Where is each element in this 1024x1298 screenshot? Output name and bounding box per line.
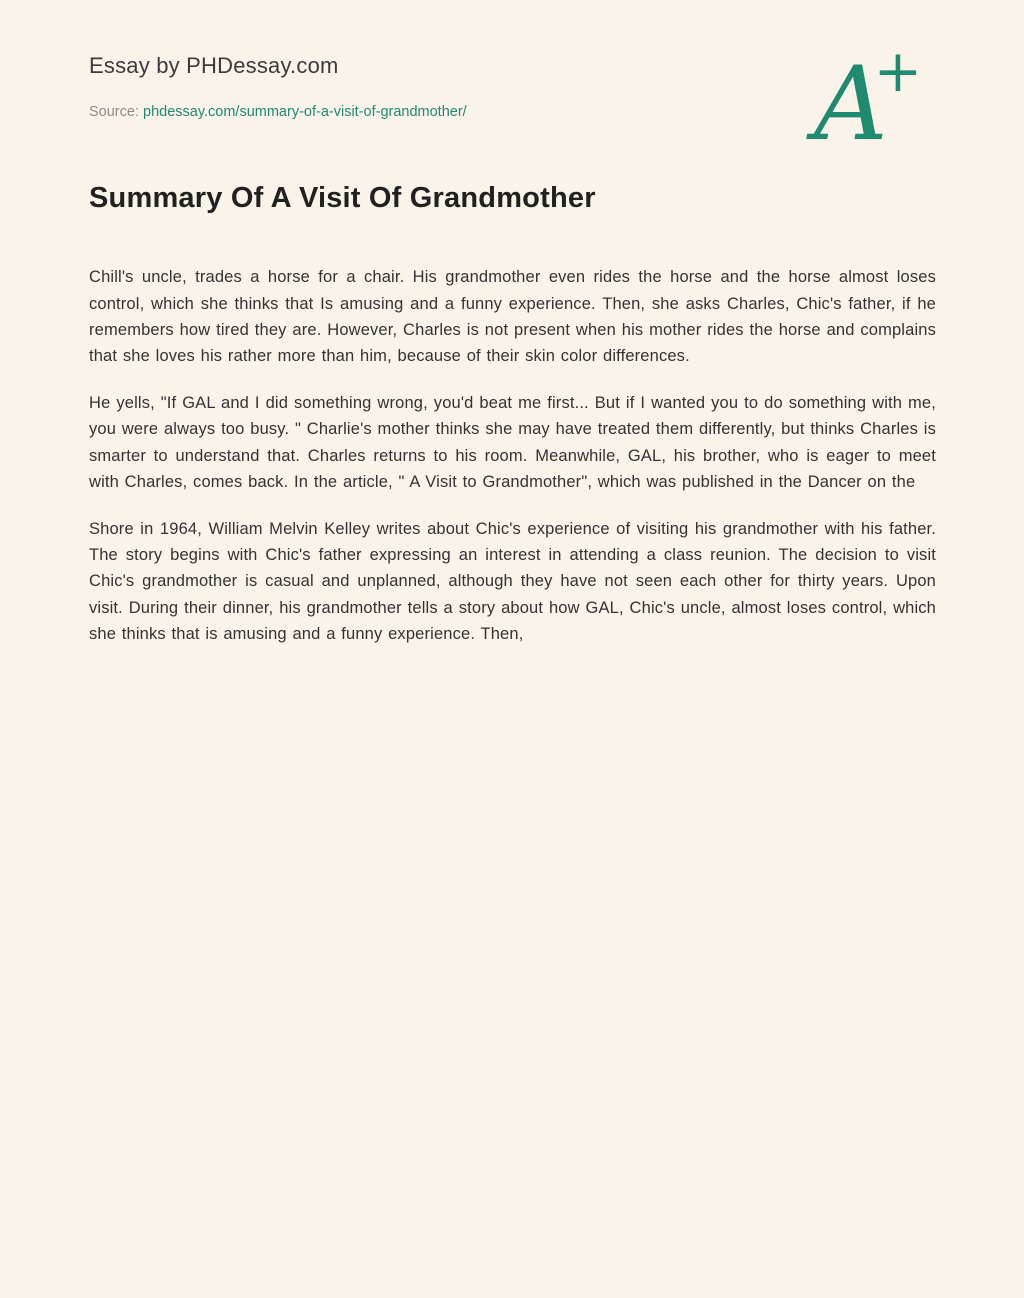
source-url-link[interactable]: phdessay.com/summary-of-a-visit-of-grandmother/	[143, 103, 467, 120]
logo-letter-a: A	[814, 45, 888, 164]
source-line	[89, 103, 936, 123]
byline: Essay by PHDessay.com	[89, 53, 339, 78]
essay-paragraph-3: Shore in 1964, William Melvin Kelley writes about Chic's experience of visiting his grandmother with his father. The story begins with Chic's father expressing an interest in attending a class reunion. The decision to visit Chic's grandmother is casual and unplanned, although they have not seen each other for thirty years. Upon visit. During their dinner, his grandmother tells a story about how GAL, Chic's uncle, almost loses control, which she thinks that is amusing and a funny experience. Then,	[89, 520, 936, 643]
logo-plus-sign: +	[873, 37, 923, 105]
essay-paragraph-1: Chill's uncle, trades a horse for a chair. His grandmother even rides the horse and the horse almost loses control, which she thinks that Is amusing and a funny experience. Then, she asks Charles, Chic's father, if he remembers how tired they are. However, Charles is not present when his mother rides the horse and complains that she loves his rather more than him, because of their skin color differences.	[89, 268, 936, 366]
essay-paragraph-2: He yells, "If GAL and I did something wrong, you'd beat me first... But if I wanted you to do something with me, you were always too busy. " Charlie's mother thinks she may have treated them differently, but thinks Charles is smarter to understand that. Charles returns to his room. Meanwhile, GAL, his brother, who is eager to meet with Charles, comes back. In the article, " A Visit to Grandmother", which was published in the Dancer on the	[89, 394, 936, 491]
page-header	[89, 37, 936, 164]
source-label: Source:	[89, 103, 139, 120]
page-title: Summary Of A Visit Of Grandmother	[89, 182, 596, 215]
article	[89, 180, 936, 647]
article-body	[89, 264, 936, 647]
phdessay-logo-icon	[814, 37, 924, 164]
